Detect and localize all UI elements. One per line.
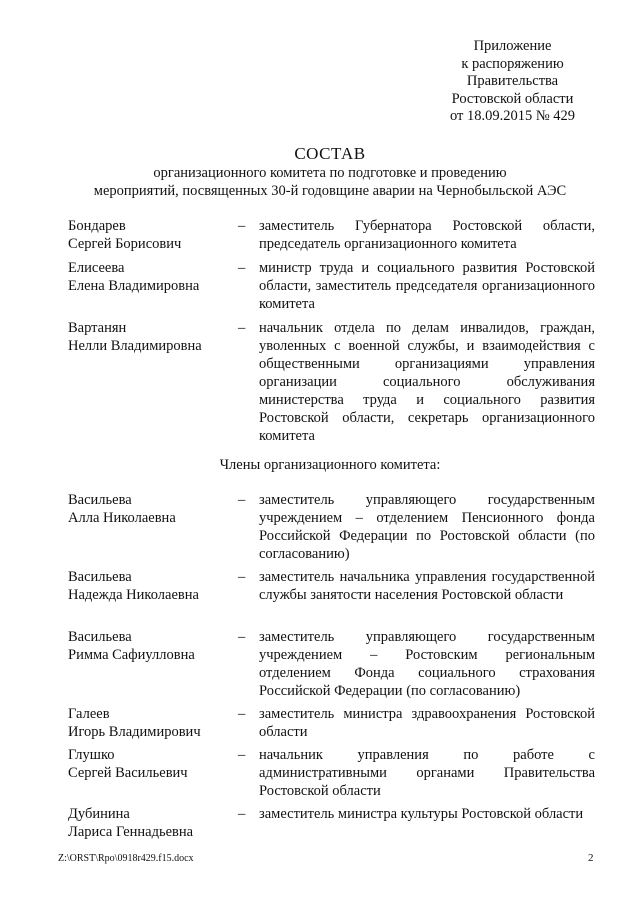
- person-surname: Васильева: [68, 629, 132, 645]
- dash-separator: –: [238, 747, 246, 763]
- person-role: начальник управления по работе с административными органами Правительства Ростовской области: [259, 747, 595, 799]
- committee-entry: [68, 568, 595, 608]
- person-surname: Вартанян: [68, 320, 127, 336]
- person-role: заместитель министра здравоохранения Ростовской области: [259, 706, 595, 740]
- appendix-line: Приложение: [473, 38, 552, 54]
- page-number: 2: [588, 852, 594, 864]
- person-given-name: Сергей Борисович: [68, 236, 182, 252]
- document-heading: [60, 144, 600, 200]
- footer-file-path: Z:\ORST\Rpo\0918r429.f15.docx: [58, 853, 194, 864]
- dash-separator: –: [238, 806, 246, 822]
- dash-separator: –: [238, 569, 246, 585]
- person-given-name: Римма Сафиулловна: [68, 647, 195, 663]
- person-role: заместитель Губернатора Ростовской области, председатель организационного комитета: [259, 218, 595, 252]
- person-surname: Дубинина: [68, 806, 130, 822]
- person-surname: Васильева: [68, 569, 132, 585]
- person-name: [68, 568, 228, 604]
- person-role: министр труда и социального развития Ростовской области, заместитель председателя организационного комитета: [259, 260, 595, 312]
- person-surname: Елисеева: [68, 260, 125, 276]
- person-surname: Васильева: [68, 492, 132, 508]
- person-name: [68, 805, 228, 841]
- committee-entry: [68, 319, 595, 444]
- document-subtitle-line: мероприятий, посвященных 30-й годовщине аварии на Чернобыльской АЭС: [93, 183, 567, 199]
- person-name: [68, 491, 228, 527]
- committee-entry: [68, 805, 595, 845]
- appendix-line: к распоряжению: [461, 55, 564, 72]
- person-name: [68, 628, 228, 664]
- dash-separator: –: [238, 218, 246, 234]
- person-given-name: Лариса Геннадьевна: [68, 824, 194, 840]
- person-name: [68, 319, 228, 355]
- committee-entry: [68, 705, 595, 745]
- dash-separator: –: [238, 706, 246, 722]
- person-surname: Галеев: [68, 706, 110, 722]
- committee-entry: [68, 628, 595, 699]
- committee-entry: [68, 491, 595, 562]
- appendix-line: от 18.09.2015 № 429: [449, 108, 576, 125]
- person-name: [68, 217, 228, 253]
- person-surname: Глушко: [68, 747, 115, 763]
- person-given-name: Елена Владимировна: [68, 278, 200, 294]
- person-name: [68, 705, 228, 741]
- appendix-line: Ростовской области: [451, 90, 574, 107]
- person-name: [68, 746, 228, 782]
- committee-entry: [68, 746, 595, 799]
- person-given-name: Алла Николаевна: [68, 510, 176, 526]
- person-given-name: Игорь Владимирович: [68, 724, 201, 740]
- person-given-name: Сергей Васильевич: [68, 765, 188, 781]
- dash-separator: –: [238, 492, 246, 508]
- committee-entry: [68, 259, 595, 312]
- members-heading: Члены организационного комитета:: [219, 457, 441, 473]
- person-name: [68, 259, 228, 295]
- dash-separator: –: [238, 260, 246, 276]
- document-title: СОСТАВ: [294, 144, 366, 163]
- dash-separator: –: [238, 629, 246, 645]
- person-role: начальник отдела по делам инвалидов, граждан, уволенных с военной службы, и взаимодействия с общественными организациями управления организации социального обслуживания министерства труда и социального развития Ростовской области, секретарь организационного комитета: [259, 320, 595, 444]
- dash-separator: –: [238, 320, 246, 336]
- person-role: заместитель управляющего государственным учреждением – отделением Пенсионного фонда Российской Федерации по Ростовской области (по согласованию): [259, 492, 595, 562]
- person-role: заместитель управляющего государственным учреждением – Ростовским региональным отделением Фонда социального страхования Российской Федерации (по согласованию): [259, 629, 595, 699]
- person-given-name: Нелли Владимировна: [68, 338, 202, 354]
- person-surname: Бондарев: [68, 218, 126, 234]
- person-role: заместитель начальника управления государственной службы занятости населения Ростовской области: [259, 569, 595, 603]
- document-subtitle-line: организационного комитета по подготовке и проведению: [153, 165, 507, 181]
- person-given-name: Надежда Николаевна: [68, 587, 199, 603]
- appendix-line: Правительства: [466, 73, 559, 90]
- appendix-header: [400, 38, 625, 126]
- person-role: заместитель министра культуры Ростовской области: [259, 806, 584, 822]
- committee-entry: [68, 217, 595, 257]
